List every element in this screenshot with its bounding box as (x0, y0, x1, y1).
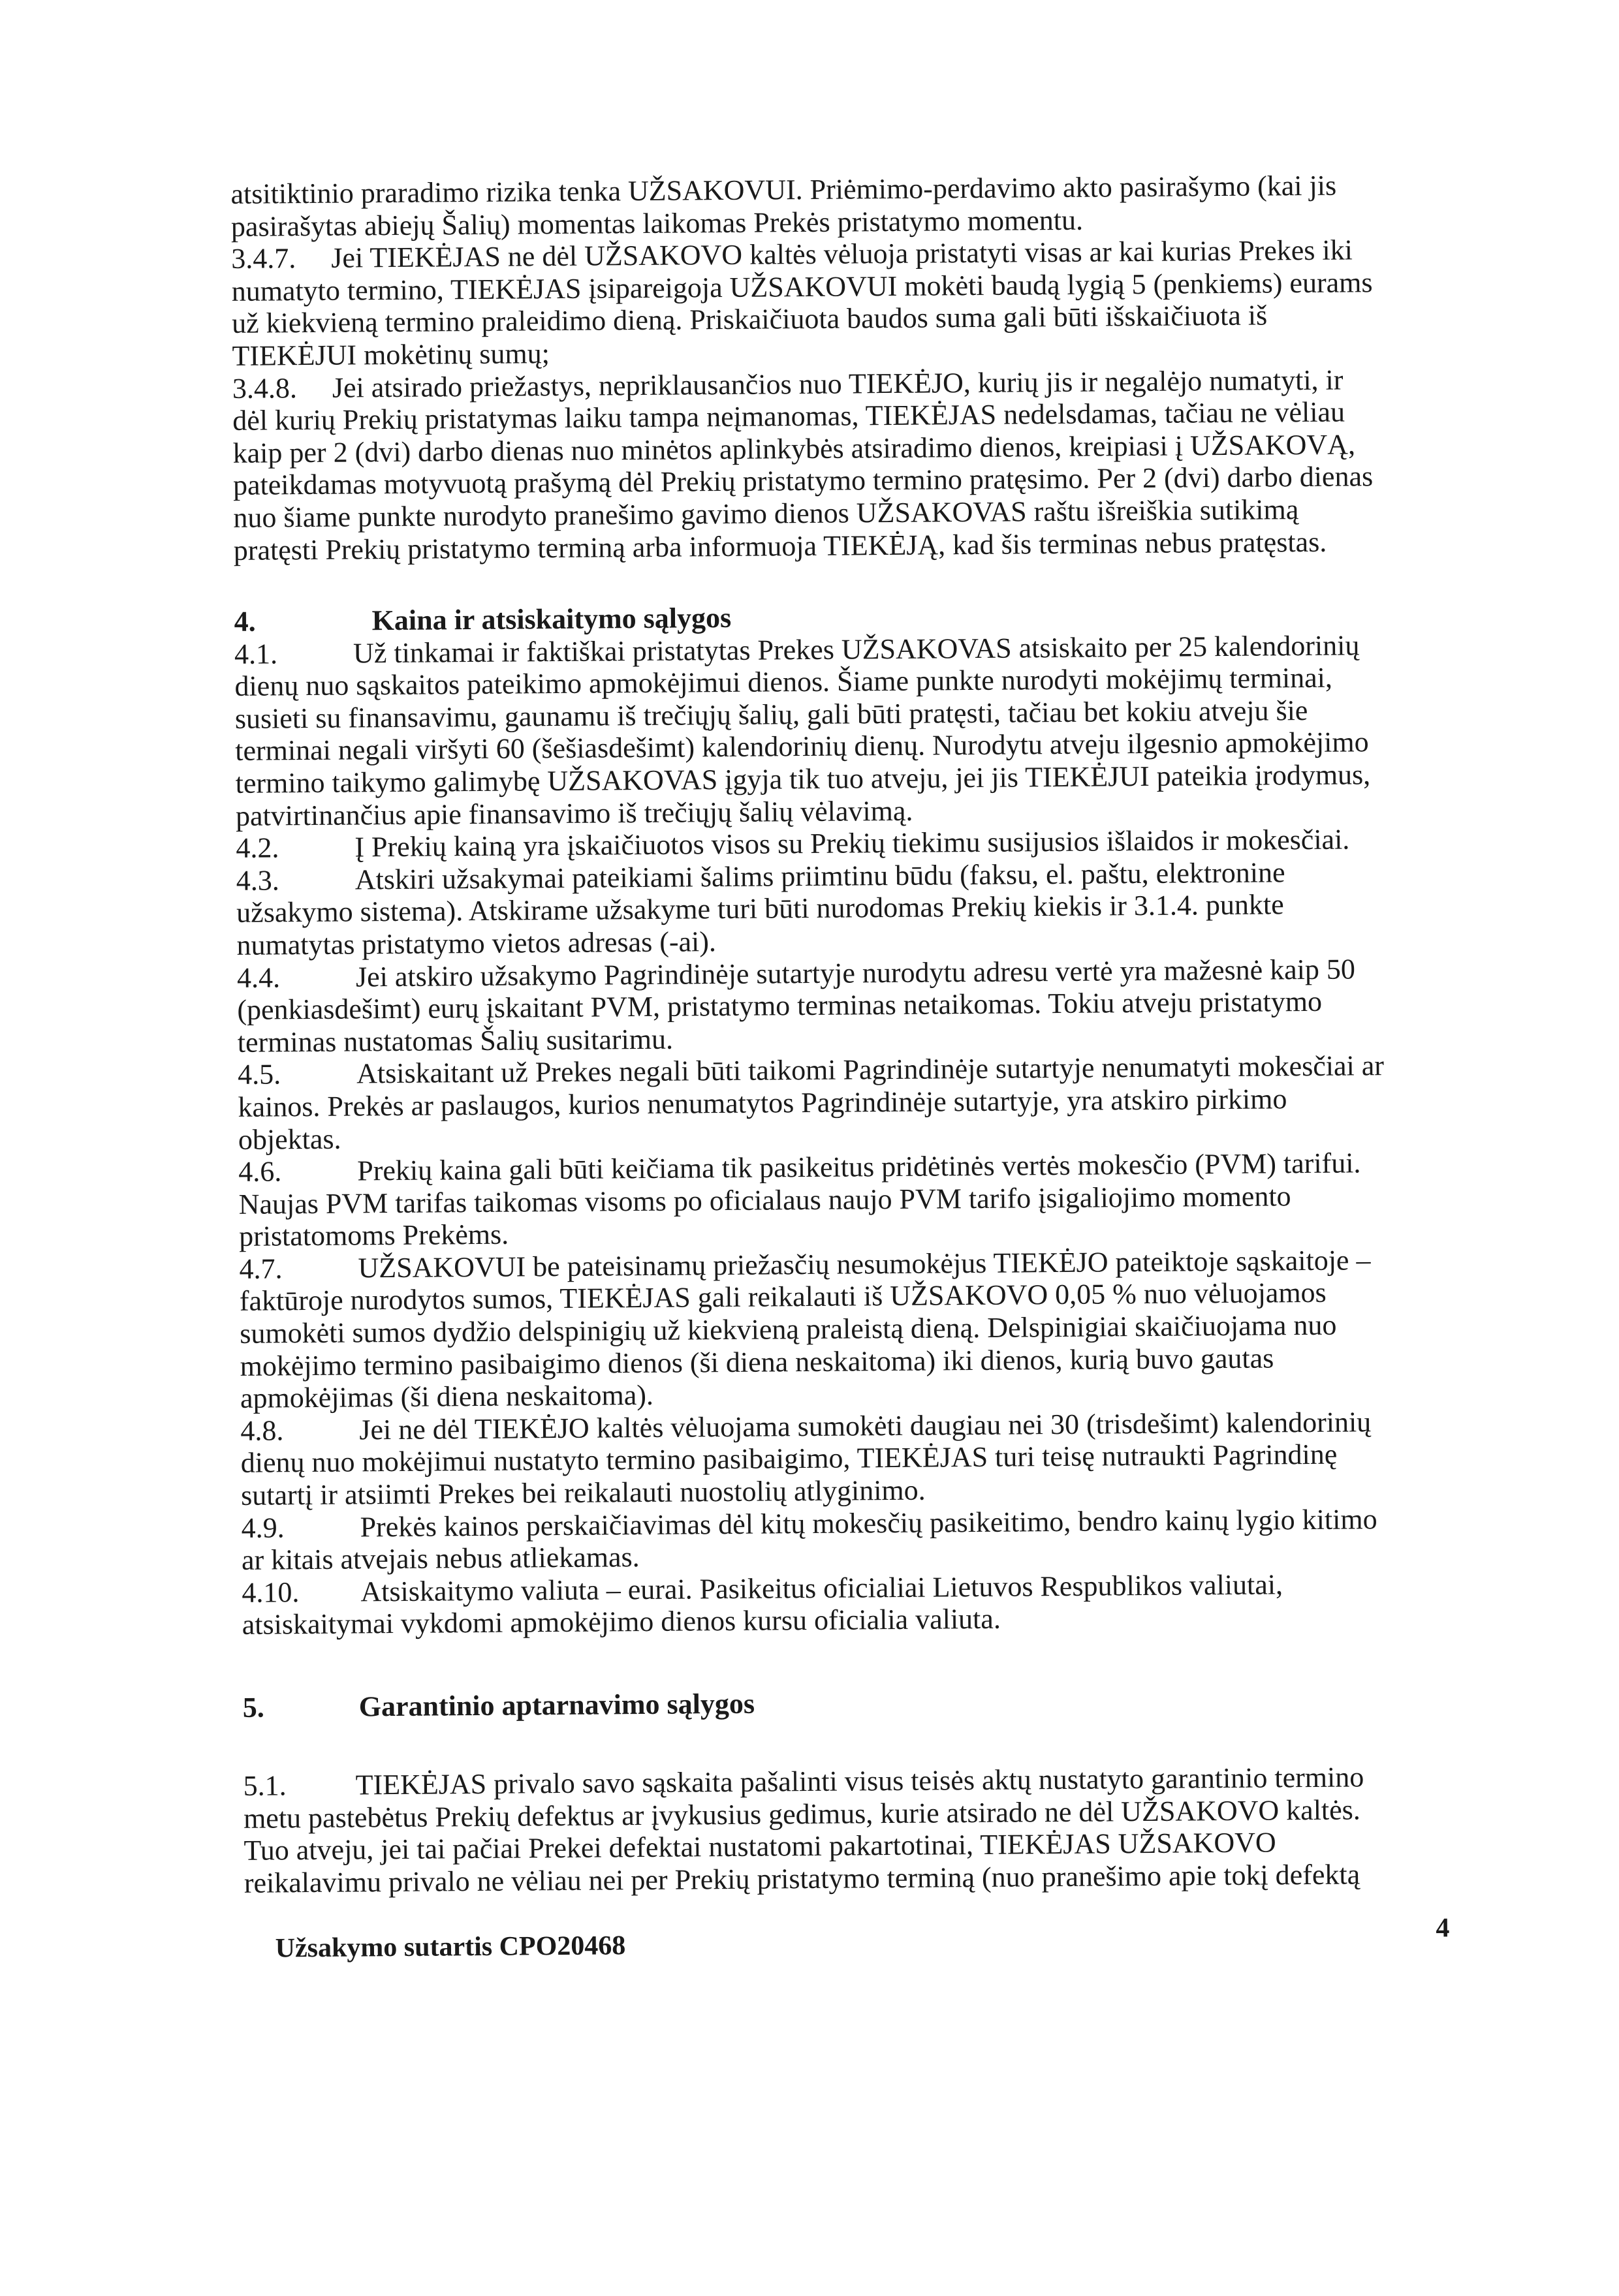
text-line: dėl kurių Prekių pristatymas laiku tampa neįmanomas, TIEKĖJAS nedelsdamas, tačiau ne vėliau (232, 396, 1345, 437)
clause-text: Atskiri užsakymai pateikiami šalims priimtinu būdu (faksu, el. paštu, elektronine (354, 856, 1285, 896)
section-5 (243, 1760, 1484, 1899)
text-line: TIEKĖJUI mokėtinų sumų; (232, 337, 550, 372)
text-line: užsakymo sistema). Atskirame užsakyme turi būti nurodomas Prekių kiekis ir 3.1.4. punkte (236, 888, 1284, 929)
text-line: numatyto termino, TIEKĖJAS įsipareigoja UŽSAKOVUI mokėti baudą lygią 5 (penkiems) eurams (231, 266, 1373, 307)
clause-number: 4.8. (240, 1414, 284, 1447)
text-line: nuo šiame punkte nurodyto pranešimo gavimo dienos UŽSAKOVAS raštu išreiškia sutikimą (233, 493, 1299, 534)
text-line: sumokėti sumos dydžio delspinigių už kiekvieną praleistą dieną. Delspinigiai skaičiuojama nuo (240, 1309, 1337, 1350)
clause-text: UŽSAKOVUI be pateisinamų priežasčių nesumokėjus TIEKĖJO pateiktoje sąskaitoje – (358, 1244, 1371, 1284)
text-line: kaip per 2 (dvi) darbo dienas nuo minėtos aplinkybės atsiradimo dienos, kreipiasi į UŽSAKOVĄ, (232, 428, 1356, 469)
section-3-continuation (230, 168, 1474, 566)
section-5-heading (243, 1682, 1483, 1724)
text-line: Tuo atveju, jei tai pačiai Prekei defektai nustatomi pakartotinai, TIEKĖJAS UŽSAKOVO (244, 1826, 1276, 1867)
clause-number: 4.10. (242, 1575, 300, 1609)
section-heading (243, 1682, 1483, 1724)
text-line: (penkiasdešimt) eurų įskaitant PVM, pristatymo terminas netaikomas. Tokiu atveju pristatymo (237, 985, 1323, 1027)
clause-text: Jei TIEKĖJAS ne dėl UŽSAKOVO kaltės vėluoja pristatyti visas ar kai kurias Prekes iki (331, 234, 1353, 274)
clause-text: Į Prekių kainą yra įskaičiuotos visos su Prekių tiekimu susijusios išlaidos ir mokesčiai. (354, 823, 1350, 863)
clause-number: 5.1. (243, 1769, 287, 1802)
section-number: 5. (242, 1691, 264, 1724)
clause-number: 4.5. (237, 1058, 281, 1091)
footer-document-title: Užsakymo sutartis CPO20468 (275, 1931, 626, 1964)
text-line: objektas. (238, 1123, 341, 1156)
text-line: Naujas PVM tarifas taikomas visoms po oficialaus naujo PVM tarifo įsigaliojimo momento (238, 1179, 1291, 1220)
clause-text: Jei atskiro užsakymo Pagrindinėje sutartyje nurodytu adresu vertė yra mažesnė kaip 50 (355, 952, 1356, 993)
section-number: 4. (234, 605, 256, 638)
text-line: termino taikymo galimybę UŽSAKOVAS įgyja tik tuo atveju, jei jis TIEKĖJUI pateikia įrodymus, (235, 758, 1371, 799)
text-line: ar kitais atvejais nebus atliekamas. (241, 1541, 640, 1577)
text-line: pratęsti Prekių pristatymo terminą arba informuoja TIEKĖJĄ, kad šis terminas nebus pratęstas. (233, 525, 1327, 566)
clause-number: 4.1. (234, 637, 278, 670)
text-line: dienų nuo mokėjimui nustatyto termino pasibaigimo, TIEKĖJAS turi teisę nutraukti Pagrindinę (240, 1438, 1338, 1480)
text-line: atsitiktinio praradimo rizika tenka UŽSAKOVUI. Priėmimo-perdavimo akto pasirašymo (kai jis (230, 169, 1337, 210)
text-line: kainos. Prekės ar paslaugos, kurios nenumatytos Pagrindinėje sutartyje, yra atskiro pirkimo (238, 1083, 1287, 1123)
text-line: metu pastebėtus Prekių defektus ar įvykusius gedimus, kurie atsirado ne dėl UŽSAKOVO kaltės. (243, 1793, 1360, 1835)
text-line: patvirtinančius apie finansavimo iš trečiųjų šalių vėlavimą. (235, 794, 913, 832)
text-line: mokėjimo termino pasibaigimo dienos (ši diena neskaitoma) iki dienos, kurią buvo gautas (240, 1342, 1274, 1382)
text-line: pristatomoms Prekėms. (238, 1218, 509, 1253)
text-line: reikalavimu privalo ne vėliau nei per Prekių pristatymo terminą (nuo pranešimo apie tokį defektą (244, 1858, 1360, 1899)
clause-text: Jei ne dėl TIEKĖJO kaltės vėluojama sumokėti daugiau nei 30 (trisdešimt) kalendorinių (359, 1406, 1372, 1446)
text-line: sutartį ir atsiimti Prekes bei reikalauti nuostolių atlyginimo. (241, 1474, 926, 1512)
clause-number: 4.3. (236, 864, 279, 897)
section-4 (234, 596, 1482, 1641)
text-line: terminas nustatomas Šalių susitarimu. (237, 1023, 674, 1059)
text-line: dienų nuo sąskaitos pateikimo apmokėjimui dienos. Šiame punkte nurodyti mokėjimų terminai, (234, 661, 1333, 703)
text-line: faktūroje nurodytos sumos, TIEKĖJAS gali reikalauti iš UŽSAKOVO 0,05 % nuo vėluojamos (239, 1277, 1327, 1318)
clause-text: TIEKĖJAS privalo savo sąskaita pašalinti visus teisės aktų nustatyto garantinio termino (355, 1761, 1364, 1801)
clause-number: 4.4. (236, 961, 281, 994)
clause-number: 4.6. (238, 1155, 282, 1188)
clause-text: Atsiskaitymo valiuta – eurai. Pasikeitus oficialiai Lietuvos Respublikos valiutai, (360, 1568, 1283, 1608)
clause-number: 4.9. (241, 1511, 285, 1544)
clause-number: 4.2. (236, 831, 279, 865)
text-line: atsiskaitymai vykdomi apmokėjimo dienos kursu oficialia valiuta. (242, 1603, 1001, 1641)
text-line: pateikdamas motyvuotą prašymą dėl Prekių pristatymo termino pratęsimo. Per 2 (dvi) darbo dienas (232, 460, 1374, 502)
clause-text: Prekių kaina gali būti keičiama tik pasikeitus pridėtinės vertės mokesčio (PVM) tarifui. (357, 1147, 1361, 1187)
text-line: už kiekvieną termino praleidimo dieną. Priskaičiuota baudos suma gali būti išskaičiuota iš (231, 299, 1268, 340)
clause-text: Prekės kainos perskaičiavimas dėl kitų mokesčių pasikeitimo, bendro kainų lygio kitimo (360, 1502, 1377, 1544)
clause-text: Jei atsirado priežastys, nepriklausančios nuo TIEKĖJO, kurių jis ir negalėjo numatyti, ir (332, 364, 1344, 404)
text-line: susieti su finansavimu, gaunamu iš trečiųjų šalių, gali būti pratęsti, tačiau bet kokiu atveju šie (234, 694, 1308, 735)
clause-number: 3.4.7. (231, 242, 296, 275)
text-line: pasirašytas abiejų Šalių) momentas laikomas Prekės pristatymo momentu. (230, 204, 1084, 243)
page-number: 4 (1436, 1913, 1450, 1944)
text-line: terminai negali viršyti 60 (šešiasdešimt) kalendorinių dienų. Nurodytu atveju ilgesnio apmokėjimo (235, 726, 1369, 768)
text-line: apmokėjimas (ši diena neskaitoma). (240, 1379, 654, 1415)
clause-number: 3.4.8. (232, 371, 298, 405)
clause-text: Už tinkamai ir faktiškai pristatytas Prekes UŽSAKOVAS atsiskaito per 25 kalendorinių (353, 628, 1360, 670)
text-line: numatytas pristatymo vietos adresas (-ai). (236, 925, 717, 961)
section-title: Kaina ir atsiskaitymo sąlygos (371, 601, 732, 637)
section-title: Garantinio aptarnavimo sąlygos (358, 1687, 755, 1723)
clause-text: Atsiskaitant už Prekes negali būti taikomi Pagrindinėje sutartyje nenumatyti mokesčiai ar (356, 1049, 1385, 1090)
clause-number: 4.7. (239, 1252, 283, 1285)
